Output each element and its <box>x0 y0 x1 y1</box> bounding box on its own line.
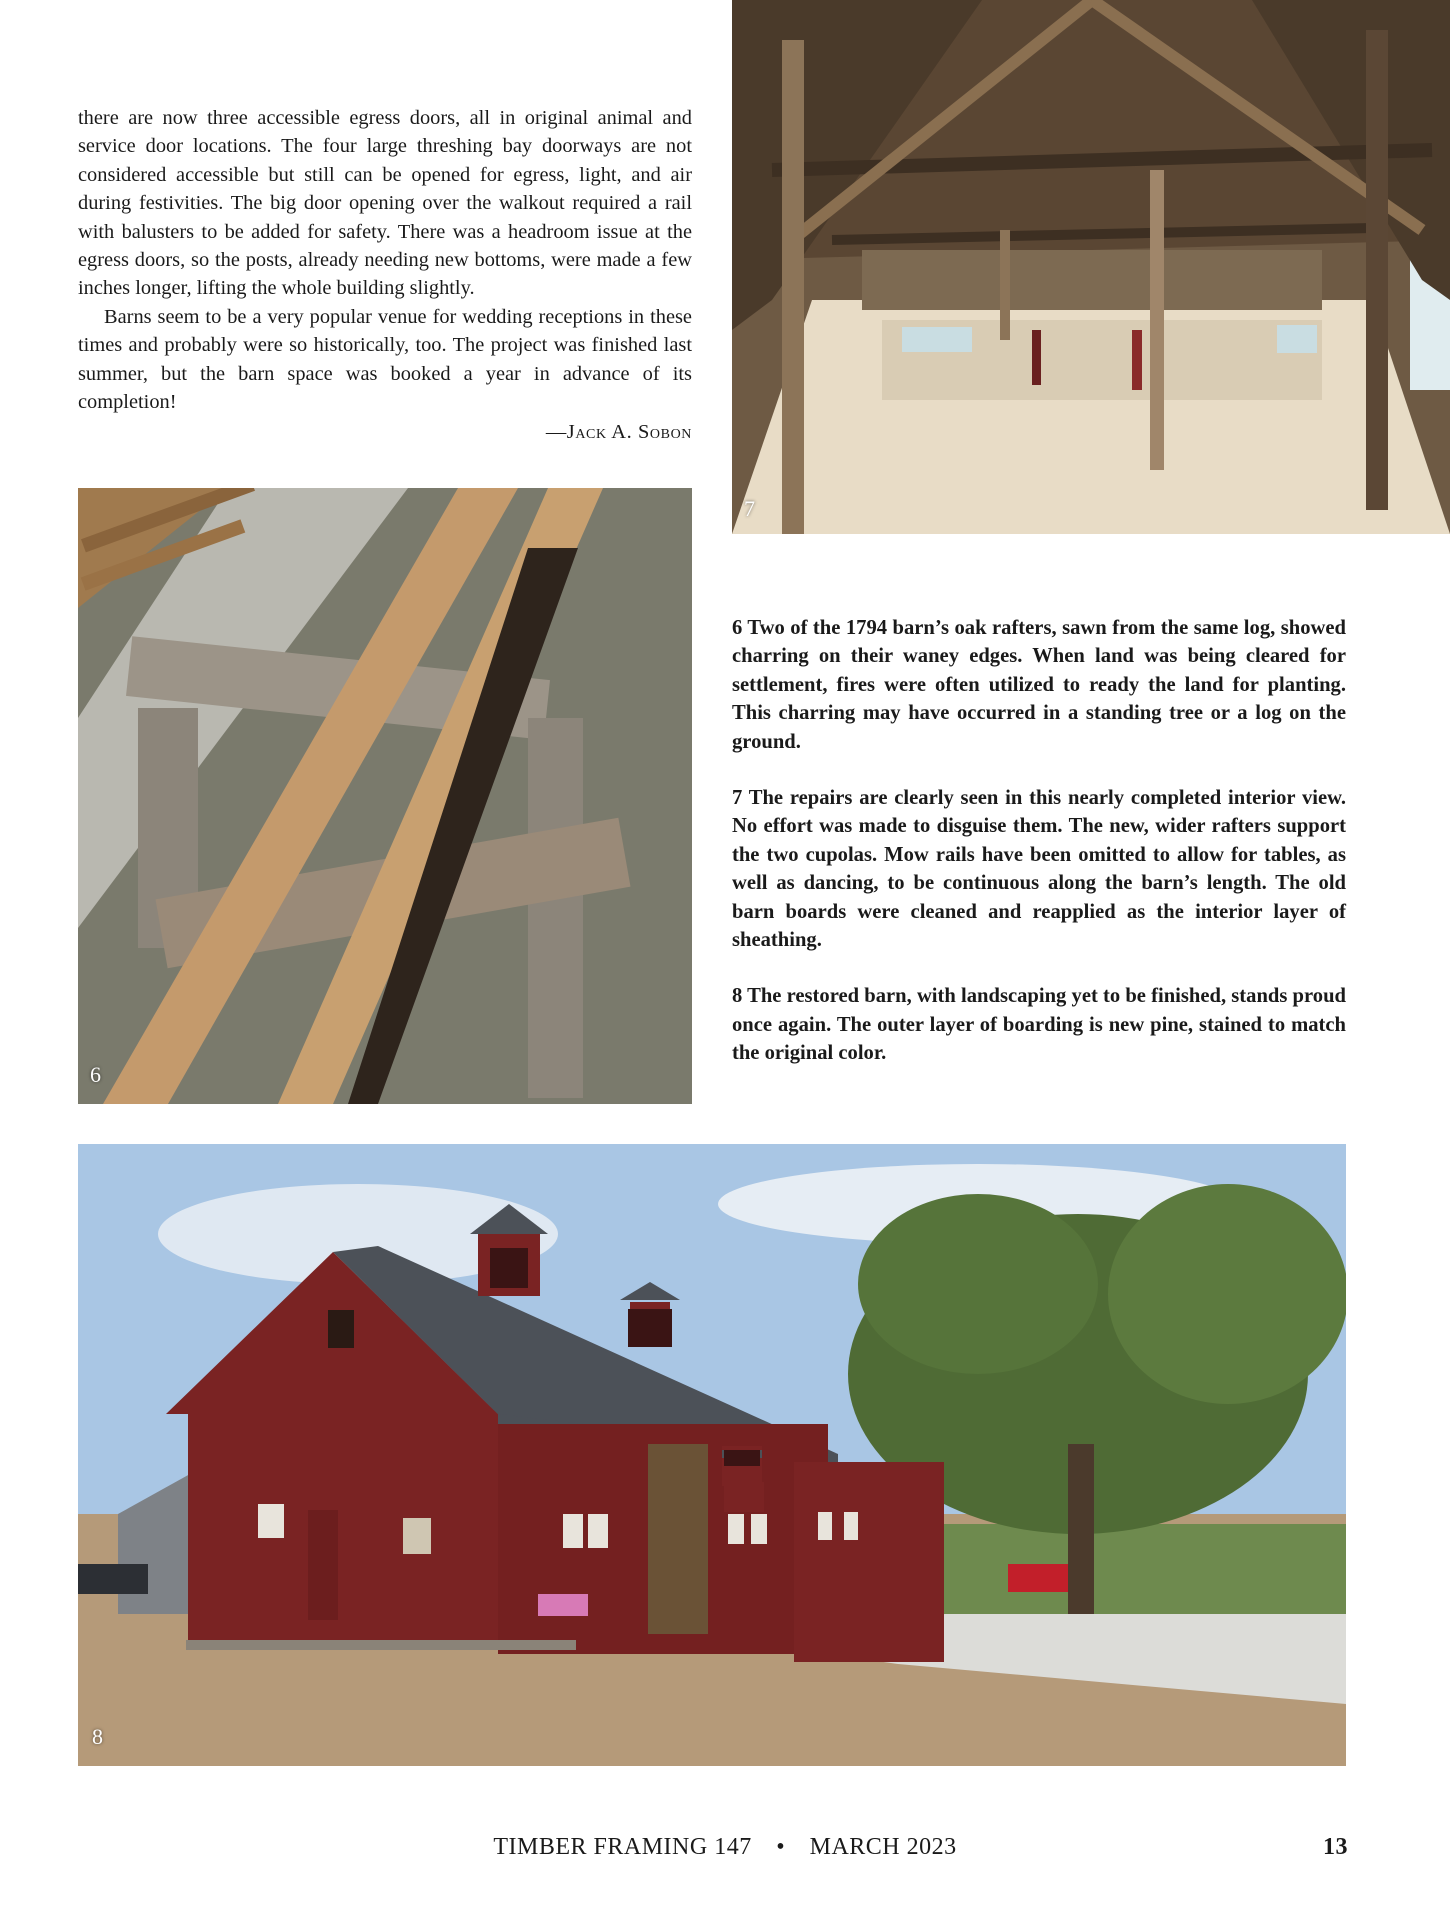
photo-number: 8 <box>92 1724 103 1749</box>
interior-illustration <box>732 0 1450 534</box>
photo-number: 7 <box>744 496 755 521</box>
footer-issue: MARCH 2023 <box>809 1834 957 1860</box>
caption-7: 7 The repairs are clearly seen in this nearly completed interior view. No effort was made to disguise them. The new, wider rafters support the two cupolas. Mow rails have been omitted to allow for tables, as well as dancing, to be continuous along the barn’s length. The old barn boards were cleaned and reapplied as the interior layer of sheathing. <box>732 787 1346 952</box>
footer-publication-line <box>0 1834 1450 1861</box>
footer-publication: TIMBER FRAMING 147 <box>493 1834 752 1860</box>
author-byline: —Jack A. Sobon <box>545 421 692 443</box>
rafters-illustration <box>78 488 692 1104</box>
article-paragraph: there are now three accessible egress doors, all in original animal and service door locations. The four large threshing bay doorways are not considered accessible but still can be opened for egress, light, and air during festivities. The big door opening over the walkout required a rail with balusters to be added for safety. There was a headroom issue at the egress doors, so the posts, already needing new bottoms, were made a few inches longer, lifting the whole building slightly. <box>78 107 692 300</box>
page-number: 13 <box>1323 1834 1348 1860</box>
article-paragraph: Barns seem to be a very popular venue for wedding receptions in these times and probably were so historically, too. The project was finished last summer, but the barn space was booked a year in advance of its completion! <box>78 305 692 414</box>
article-body <box>78 104 692 416</box>
photo-rafters <box>78 488 692 1104</box>
barn-illustration <box>78 1144 1346 1766</box>
caption-8: 8 The restored barn, with landscaping yet to be finished, stands proud once again. The outer layer of boarding is new pine, stained to match the original color. <box>732 985 1346 1065</box>
caption-6: 6 Two of the 1794 barn’s oak rafters, sawn from the same log, showed charring on their waney edges. When land was being cleared for settlement, fires were often utilized to ready the land for planting. This charring may have occurred in a standing tree or a log on the ground. <box>732 617 1346 753</box>
photo-captions <box>732 614 1346 1096</box>
photo-interior <box>732 0 1450 534</box>
photo-barn-exterior <box>78 1144 1346 1766</box>
footer-separator: • <box>776 1834 786 1860</box>
photo-number: 6 <box>90 1062 101 1087</box>
